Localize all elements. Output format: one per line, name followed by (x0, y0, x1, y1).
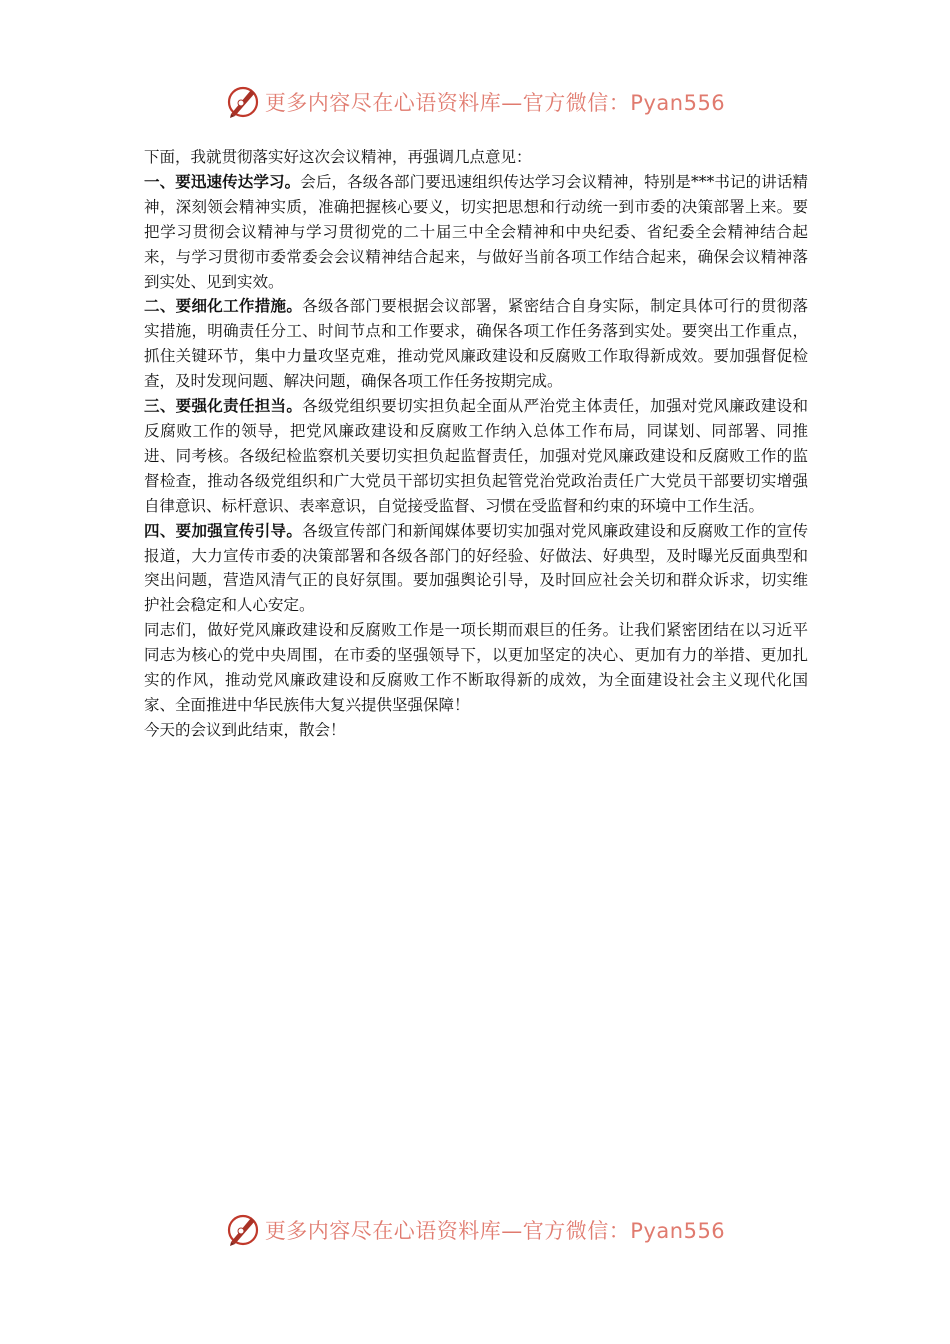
section-heading-4: 四、要加强宣传引导。 (144, 520, 303, 540)
footer-banner (0, 1210, 950, 1250)
section-paragraph-3 (144, 394, 808, 519)
section-text-3: 各级党组织要切实担负起全面从严治党主体责任，加强对党风廉政建设和反腐败工作的领导，把党风廉政建设和反腐败工作纳入总体工作布局，同谋划、同部署、同推进、同考核。各级纪检监察机关要切实担负起监督责任，加强对党风廉政建设和反腐败工作的监督检查，推动各级党组织和广大党员干部切实担负起管党治党政治责任广大党员干部要切实增强自律意识、标杆意识、表率意识，自觉接受监督、习惯在受监督和约束的环境中工作生活。 (144, 397, 808, 515)
closing-paragraph: 同志们，做好党风廉政建设和反腐败工作是一项长期而艰巨的任务。让我们紧密团结在以习近平同志为核心的党中央周围，在市委的坚强领导下，以更加坚定的决心、更加有力的举措、更加扎实的作风，推动党风廉政建设和反腐败工作不断取得新的成效，为全面建设社会主义现代化国家、全面推进中华民族伟大复兴提供坚强保障！ (144, 621, 808, 714)
intro-paragraph: 下面，我就贯彻落实好这次会议精神，再强调几点意见： (144, 148, 532, 166)
section-paragraph-1 (144, 170, 808, 295)
section-heading-1: 一、要迅速传达学习。 (144, 171, 301, 191)
end-paragraph: 今天的会议到此结束，散会！ (144, 720, 346, 739)
section-text-4: 各级宣传部门和新闻媒体要切实加强对党风廉政建设和反腐败工作的宣传报道，大力宣传市委的决策部署和各级各部门的好经验、好做法、好典型，及时曝光反面典型和突出问题，营造风清气正的良好氛围。要加强舆论引导，及时回应社会关切和群众诉求，切实维护社会稳定和人心安定。 (144, 521, 808, 615)
section-text-2: 各级各部门要根据会议部署，紧密结合自身实际，制定具体可行的贯彻落实措施，明确责任分工、时间节点和工作要求，确保各项工作任务落到实处。要突出工作重点，抓住关键环节，集中力量攻坚克难，推动党风廉政建设和反腐败工作取得新成效。要加强督促检查，及时发现问题、解决问题，确保各项工作任务按期完成。 (144, 297, 808, 391)
section-paragraph-4 (144, 519, 808, 619)
pen-circle-logo-icon (225, 1212, 261, 1248)
section-paragraph-2 (144, 294, 808, 394)
footer-text: 更多内容尽在心语资料库—官方微信：Pyan556 (264, 1219, 726, 1243)
section-text-1: 会后，各级各部门要迅速组织传达学习会议精神，特别是***书记的讲话精神，深刻领会精神实质，准确把握核心要义，切实把思想和行动统一到市委的决策部署上来。要把学习贯彻会议精神与学习贯彻党的二十届三中全会精神和中央纪委、省纪委全会精神结合起来，与学习贯彻市委常委会会议精神结合起来，与做好当前各项工作结合起来，确保会议精神落到实处、见到实效。 (144, 172, 808, 291)
section-heading-3: 三、要强化责任担当。 (144, 396, 303, 416)
document-body (144, 145, 808, 743)
pen-circle-logo-icon (225, 84, 261, 120)
header-text: 更多内容尽在心语资料库—官方微信：Pyan556 (264, 91, 726, 115)
header-banner (0, 82, 950, 122)
section-heading-2: 二、要细化工作措施。 (144, 296, 303, 316)
